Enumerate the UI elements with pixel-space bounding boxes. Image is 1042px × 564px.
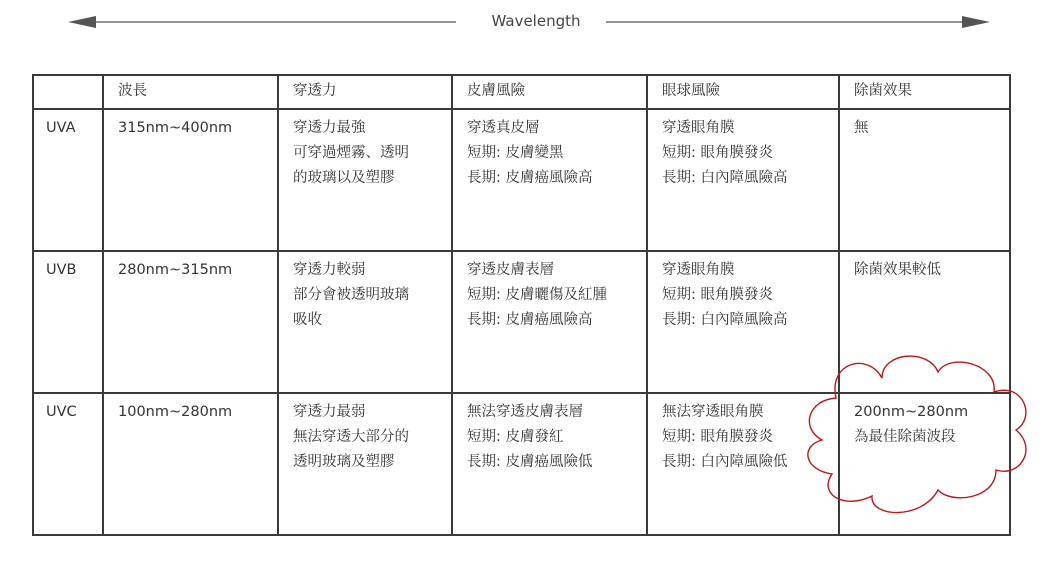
text-line: 短期: 皮膚變黑	[467, 145, 564, 161]
text-line: 無法穿透大部分的	[293, 429, 409, 445]
table-row-uvb	[33, 251, 1010, 393]
text-line: 長期: 皮膚癌風險低	[467, 454, 593, 470]
header-sterilization: 除菌效果	[839, 75, 1010, 109]
text-line: 長期: 皮膚癌風險高	[467, 170, 593, 186]
text-line: 200nm~280nm	[854, 404, 969, 420]
text-line: 長期: 皮膚癌風險高	[467, 312, 593, 328]
table-row-uvc	[33, 393, 1010, 535]
text-line: 透明玻璃及塑膠	[293, 454, 395, 470]
text-line: 短期: 皮膚曬傷及紅腫	[467, 287, 607, 303]
text-line: 長期: 白內障風險高	[662, 312, 788, 328]
penetration-cell	[278, 251, 452, 393]
skin-risk-cell	[452, 393, 647, 535]
header-penetration: 穿透力	[278, 75, 452, 109]
text-line: 無	[854, 120, 869, 136]
wavelength-range: 315nm~400nm	[103, 109, 278, 251]
wavelength-axis	[66, 8, 992, 36]
text-line: 穿透力最弱	[293, 404, 366, 420]
wavelength-range: 280nm~315nm	[103, 251, 278, 393]
header-empty	[33, 75, 103, 109]
text-line: 短期: 眼角膜發炎	[662, 429, 773, 445]
text-line: 穿透皮膚表層	[467, 262, 554, 278]
row-name: UVA	[33, 109, 103, 251]
text-line: 穿透力較弱	[293, 262, 366, 278]
row-name: UVC	[33, 393, 103, 535]
text-line: 無法穿透皮膚表層	[467, 404, 583, 420]
penetration-cell	[278, 109, 452, 251]
text-line: 長期: 白內障風險低	[662, 454, 788, 470]
text-line: 穿透眼角膜	[662, 262, 735, 278]
text-line: 短期: 眼角膜發炎	[662, 145, 773, 161]
text-line: 短期: 皮膚發紅	[467, 429, 564, 445]
sterilization-cell	[839, 251, 1010, 393]
text-line: 短期: 眼角膜發炎	[662, 287, 773, 303]
row-name: UVB	[33, 251, 103, 393]
text-line: 吸收	[293, 312, 322, 328]
text-line: 除菌效果較低	[854, 262, 941, 278]
text-line: 無法穿透眼角膜	[662, 404, 764, 420]
wavelength-range: 100nm~280nm	[103, 393, 278, 535]
header-eye-risk: 眼球風險	[647, 75, 839, 109]
text-line: 的玻璃以及塑膠	[293, 170, 395, 186]
text-line: 長期: 白內障風險高	[662, 170, 788, 186]
text-line: 部分會被透明玻璃	[293, 287, 409, 303]
eye-risk-cell	[647, 109, 839, 251]
skin-risk-cell	[452, 109, 647, 251]
text-line: 穿透眼角膜	[662, 120, 735, 136]
header-skin-risk: 皮膚風險	[452, 75, 647, 109]
sterilization-cell	[839, 109, 1010, 251]
eye-risk-cell	[647, 393, 839, 535]
text-line: 可穿過煙霧、透明	[293, 145, 409, 161]
header-row	[33, 75, 1010, 109]
uv-comparison-table	[32, 74, 1011, 536]
header-wavelength: 波長	[103, 75, 278, 109]
skin-risk-cell	[452, 251, 647, 393]
eye-risk-cell	[647, 251, 839, 393]
table-row-uva	[33, 109, 1010, 251]
wavelength-label: Wavelength	[466, 12, 606, 30]
text-line: 穿透真皮層	[467, 120, 540, 136]
penetration-cell	[278, 393, 452, 535]
text-line: 穿透力最強	[293, 120, 366, 136]
sterilization-cell	[839, 393, 1010, 535]
text-line: 為最佳除菌波段	[854, 429, 956, 445]
